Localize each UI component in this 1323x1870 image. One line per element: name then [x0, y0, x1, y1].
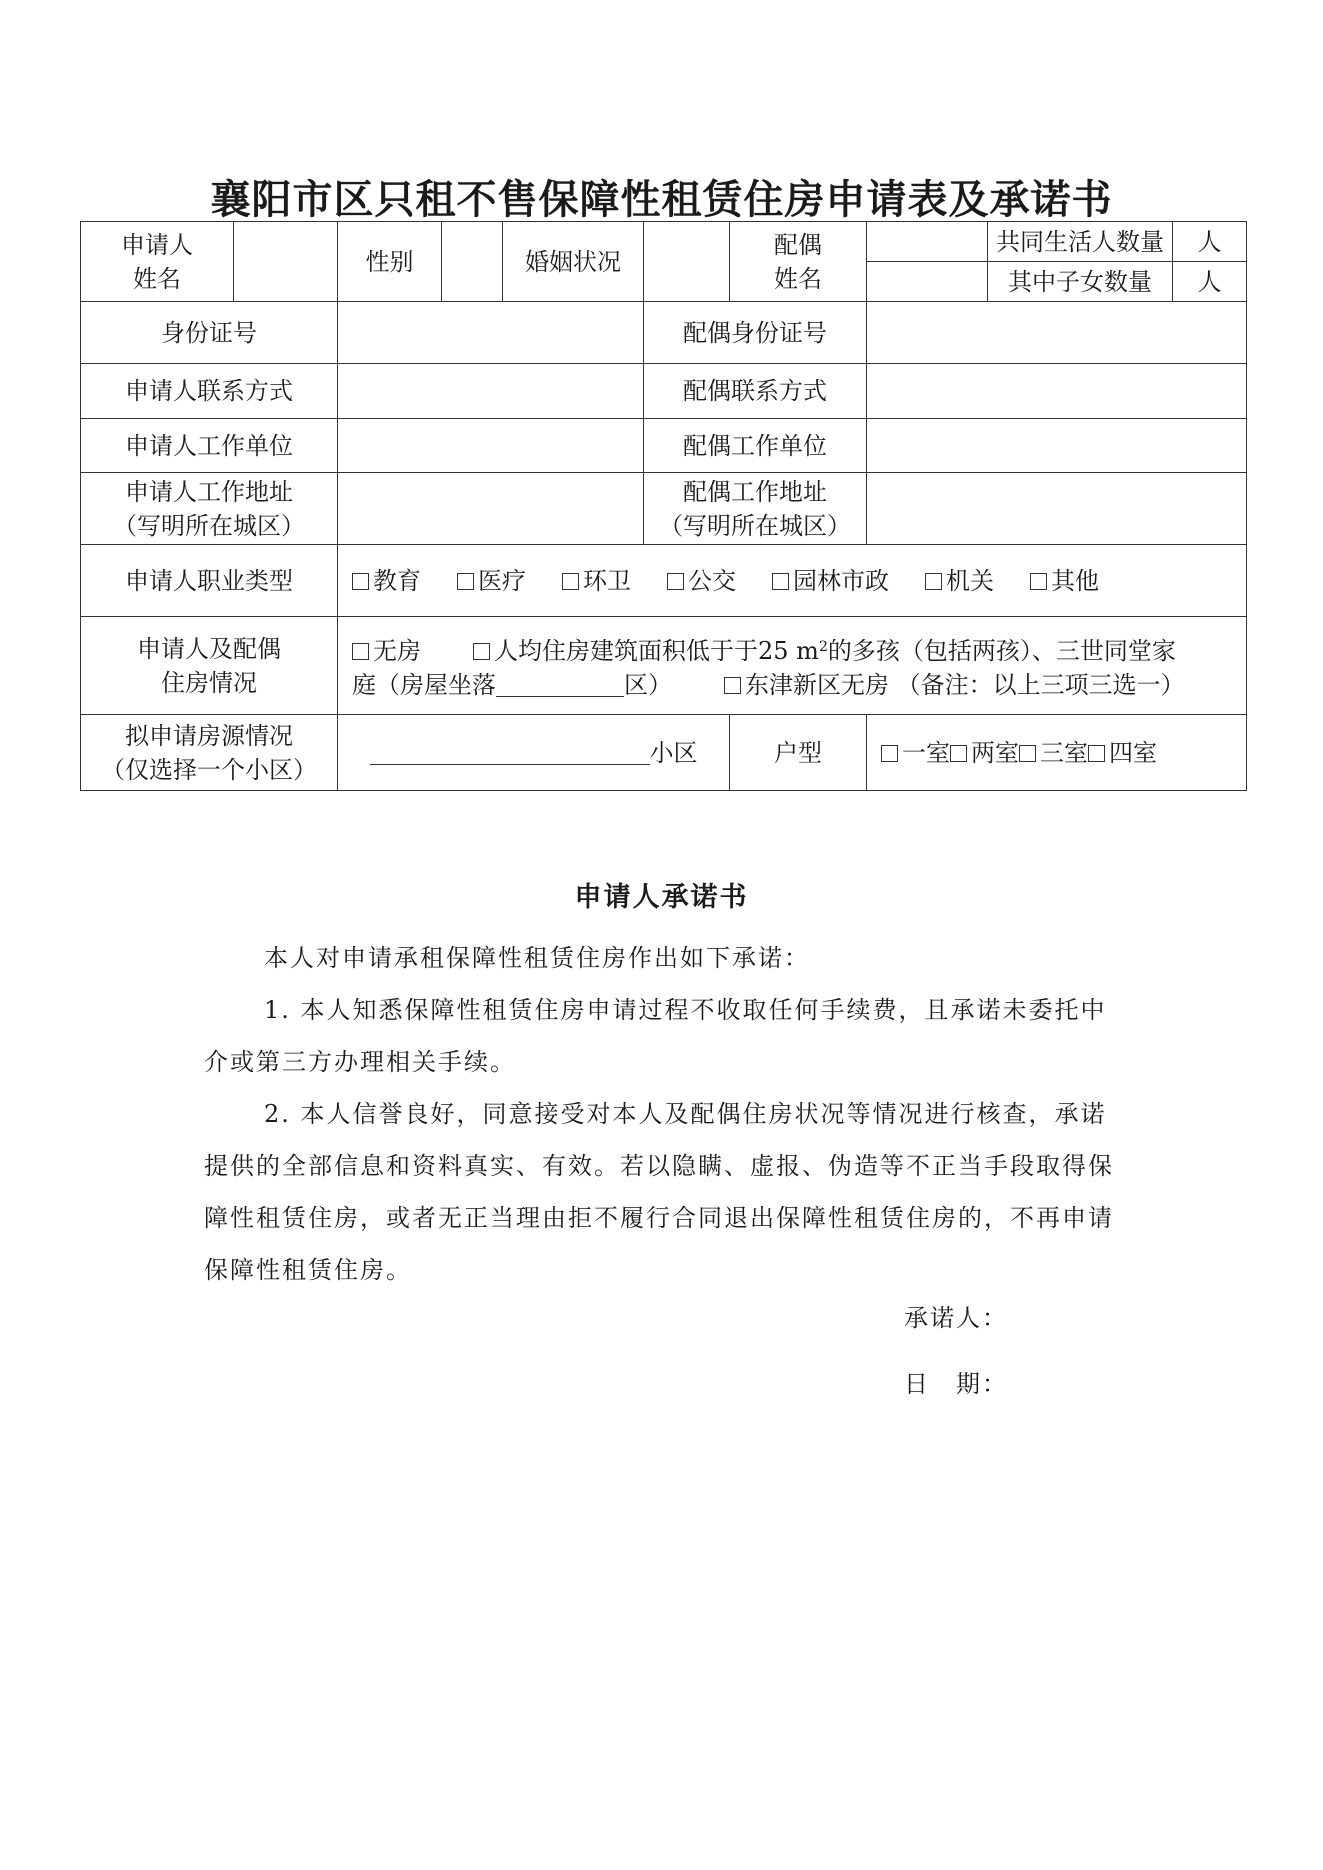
- housing-option-dongjin[interactable]: 东津新区无房: [724, 671, 889, 699]
- pledge-intro: 本人对申请承租保障性租赁住房作出如下承诺：: [264, 944, 810, 972]
- spouse-name-field[interactable]: [867, 222, 988, 262]
- spouse-name-field-lower[interactable]: [867, 262, 988, 302]
- cohabitant-count-label: 共同生活人数量: [988, 222, 1173, 262]
- layout-label: 户型: [730, 715, 867, 791]
- spouse-work-unit-label: 配偶工作单位: [644, 419, 867, 473]
- checkbox[interactable]: [667, 573, 684, 590]
- cohabitant-unit[interactable]: 人: [1173, 222, 1247, 262]
- occupation-option-other[interactable]: 其他: [1030, 564, 1099, 598]
- layout-option-2[interactable]: 两室: [950, 739, 1019, 767]
- contact-label: 申请人联系方式: [81, 364, 338, 419]
- checkbox[interactable]: [562, 573, 579, 590]
- occupation-option-education[interactable]: 教育: [352, 564, 421, 598]
- pledge-title: 申请人承诺书: [574, 882, 749, 913]
- community-blank[interactable]: [370, 742, 650, 765]
- application-form-table: [80, 221, 1247, 791]
- page-title: 襄阳市区只租不售保障性租赁住房申请表及承诺书: [210, 176, 1113, 223]
- checkbox[interactable]: [925, 573, 942, 590]
- checkbox[interactable]: [772, 573, 789, 590]
- housing-source-label: 拟申请房源情况 （仅选择一个小区）: [81, 715, 338, 791]
- checkbox[interactable]: [1030, 573, 1047, 590]
- layout-option-4[interactable]: 四室: [1088, 739, 1157, 767]
- id-number-label: 身份证号: [81, 302, 338, 364]
- housing-status-label: 申请人及配偶 住房情况: [81, 617, 338, 715]
- marital-status-field[interactable]: [644, 222, 730, 302]
- community-field: 小区: [338, 715, 730, 791]
- occupation-option-transit[interactable]: 公交: [667, 564, 736, 598]
- checkbox[interactable]: [352, 643, 369, 660]
- checkbox[interactable]: [473, 643, 490, 660]
- pledge-item-2: 2. 本人信誉良好，同意接受对本人及配偶住房状况等情况进行核查，承诺提供的全部信息和资料真实、有效。若以隐瞒、虚报、伪造等不正当手段取得保障性租赁住房，或者无正当理由拒不履行合同退出保障性租赁住房的，不再申请保障性租赁住房。: [204, 1100, 1114, 1284]
- contact-field[interactable]: [338, 364, 644, 419]
- housing-option-small-area[interactable]: 人均住房建筑面积低于于25 $m^2$的多孩（包括两孩）、三世同堂家: [473, 637, 1176, 665]
- layout-option-1[interactable]: 一室: [881, 739, 950, 767]
- checkbox[interactable]: [1088, 745, 1105, 762]
- housing-status-options: 无房 人均住房建筑面积低于于25 $m^2$的多孩（包括两孩）、三世同堂家 庭（房屋坐落 区） 东津新区无房 （备注：以上三项三选一）: [338, 617, 1247, 715]
- checkbox[interactable]: [352, 573, 369, 590]
- applicant-name-label: 申请人 姓名: [81, 222, 234, 302]
- work-unit-field[interactable]: [338, 419, 644, 473]
- layout-options: [867, 715, 1247, 791]
- housing-option-no-house[interactable]: 无房: [352, 637, 421, 665]
- children-unit[interactable]: 人: [1173, 262, 1247, 302]
- gender-field[interactable]: [442, 222, 503, 302]
- spouse-id-field[interactable]: [867, 302, 1247, 364]
- applicant-name-field[interactable]: [234, 222, 338, 302]
- checkbox[interactable]: [881, 745, 898, 762]
- checkbox[interactable]: [457, 573, 474, 590]
- checkbox[interactable]: [950, 745, 967, 762]
- occupation-option-medical[interactable]: 医疗: [457, 564, 526, 598]
- date-label: 日 期：: [904, 1370, 1008, 1398]
- spouse-work-address-label: 配偶工作地址 （写明所在城区）: [644, 473, 867, 545]
- spouse-work-unit-field[interactable]: [867, 419, 1247, 473]
- spouse-id-label: 配偶身份证号: [644, 302, 867, 364]
- spouse-name-label: 配偶 姓名: [730, 222, 867, 302]
- layout-option-3[interactable]: 三室: [1019, 739, 1088, 767]
- pledge-item-1: 1. 本人知悉保障性租赁住房申请过程不收取任何手续费，且承诺未委托中介或第三方办理相关手续。: [204, 996, 1107, 1076]
- occupation-label: 申请人职业类型: [81, 545, 338, 617]
- checkbox[interactable]: [724, 677, 741, 694]
- gender-label: 性别: [338, 222, 442, 302]
- checkbox[interactable]: [1019, 745, 1036, 762]
- housing-note: （备注：以上三项三选一）: [896, 670, 1185, 699]
- house-location-blank[interactable]: [496, 674, 624, 697]
- occupation-option-landscaping[interactable]: 园林市政: [772, 564, 889, 598]
- occupation-option-government[interactable]: 机关: [925, 564, 994, 598]
- spouse-contact-label: 配偶联系方式: [644, 364, 867, 419]
- spouse-work-address-field[interactable]: [867, 473, 1247, 545]
- children-count-label: 其中子女数量: [988, 262, 1173, 302]
- work-address-label: 申请人工作地址 （写明所在城区）: [81, 473, 338, 545]
- work-address-field[interactable]: [338, 473, 644, 545]
- work-unit-label: 申请人工作单位: [81, 419, 338, 473]
- id-number-field[interactable]: [338, 302, 644, 364]
- signer-label: 承诺人：: [904, 1304, 1008, 1332]
- occupation-option-sanitation[interactable]: 环卫: [562, 564, 631, 598]
- spouse-contact-field[interactable]: [867, 364, 1247, 419]
- occupation-options: [338, 545, 1247, 617]
- marital-status-label: 婚姻状况: [503, 222, 644, 302]
